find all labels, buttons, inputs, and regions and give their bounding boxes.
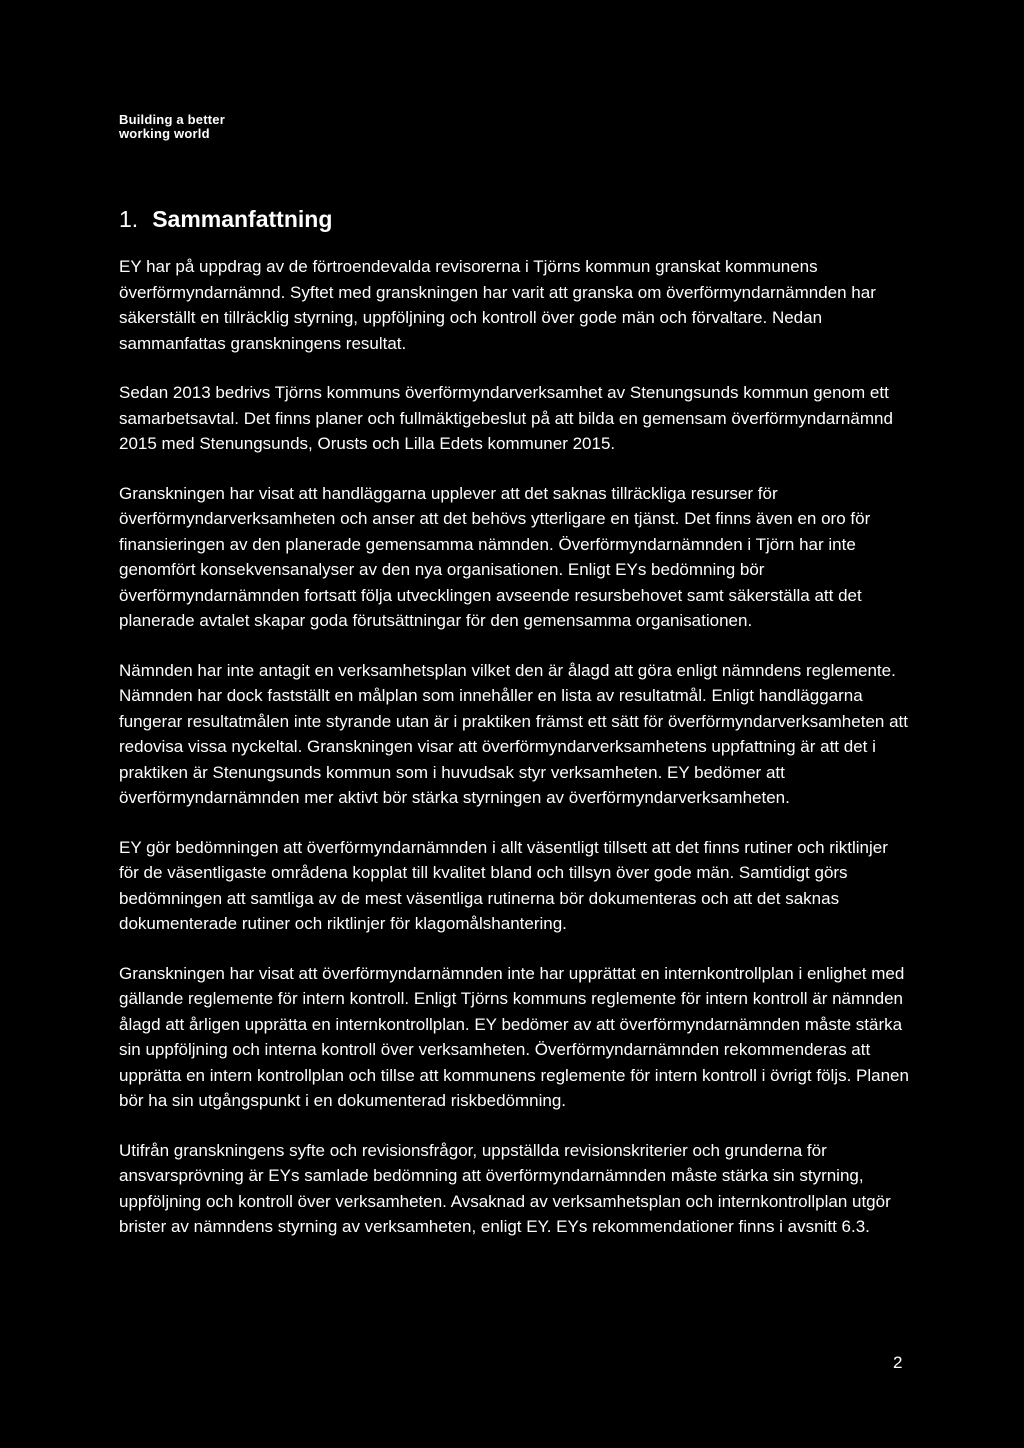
paragraph-3: Granskningen har visat att handläggarna upplever att det saknas tillräckliga resurser för överförmyndarverksamheten och anser att det behövs ytterligare en tjänst. Det finns även en oro för finansieringen av den planerade gemensamma nämnden. Överförmyndarnämnden i Tjörn har inte genomfört konsekvensanalyser av den nya organisationen. Enligt EYs bedömning bör överförmyndarnämnden fortsatt följa utvecklingen avseende resursbehovet samt säkerställa att det planerade avtalet skapar goda förutsättningar för den gemensamma organisationen. — [119, 483, 871, 630]
paragraph-4: Nämnden har inte antagit en verksamhetsplan vilket den är ålagd att göra enligt nämndens reglemente. Nämnden har dock fastställt en målplan som innehåller en lista av resultatmål. Enligt handläggarna fungerar resultatmålen inte styrande utan är i praktiken främst ett sätt för överförmyndarverksamheten att redovisa vissa nyckeltal. Granskningen visar att överförmyndarverksamhetens uppfattning är att det i praktiken är Stenungsunds kommun som i huvudsak styr verksamheten. EY bedömer att överförmyndarnämnden mer aktivt bör stärka styrningen av överförmyndarverksamheten. — [119, 660, 908, 807]
tagline-line-1: Building a better — [119, 112, 225, 127]
ey-tagline — [119, 113, 225, 141]
paragraph-2: Sedan 2013 bedrivs Tjörns kommuns överförmyndarverksamhet av Stenungsunds kommun genom ett samarbetsavtal. Det finns planer och fullmäktigebeslut på att bilda en gemensam överförmyndarnämnd 2015 med Stenungsunds, Orusts och Lilla Edets kommuner 2015. — [119, 383, 893, 453]
paragraph-7: Utifrån granskningens syfte och revisionsfrågor, uppställda revisionskriterier och grunderna för ansvarsprövning är EYs samlade bedömning att överförmyndarnämnden måste stärka sin styrning, uppföljning och kontroll över verksamheten. Avsaknad av verksamhetsplan och internkontrollplan utgör brister av nämndens styrning av verksamheten, enligt EY. EYs rekommendationer finns i avsnitt 6.3. — [119, 1140, 891, 1236]
section-number: 1. — [119, 206, 139, 232]
paragraph-5: EY gör bedömningen att överförmyndarnämnden i allt väsentligt tillsett att det finns rutiner och riktlinjer för de väsentligaste områdena kopplat till kvalitet bland och tillsyn över gode män. Samtidigt görs bedömningen att samtliga av de mest väsentliga rutinerna bör dokumenteras och att det saknas dokumenterade rutiner och riktlinjer för klagomålshantering. — [119, 837, 888, 933]
paragraph-1: EY har på uppdrag av de förtroendevalda revisorerna i Tjörns kommun granskat kommunens överförmyndarnämnd. Syftet med granskningen har varit att granska om överförmyndarnämnden har säkerställt en tillräcklig styrning, uppföljning och kontroll över gode män och förvaltare. Nedan sammanfattas granskningens resultat. — [119, 257, 876, 353]
summary-body — [119, 254, 909, 1264]
tagline-line-2: working world — [119, 126, 210, 141]
paragraph-6: Granskningen har visat att överförmyndarnämnden inte har upprättat en internkontrollplan i enlighet med gällande reglemente för intern kontroll. Enligt Tjörns kommuns reglemente för intern kontroll är nämnden ålagd att årligen upprätta en internkontrollplan. EY bedömer av att överförmyndarnämnden måste stärka sin uppföljning och interna kontroll över verksamheten. Överförmyndarnämnden rekommenderas att upprätta en intern kontrollplan och tillse att kommunens reglemente för intern kontroll i övrigt följs. Planen bör ha sin utgångspunkt i en dokumenterad riskbedömning. — [119, 963, 909, 1110]
page-number: 2 — [893, 1353, 903, 1372]
section-heading — [119, 203, 332, 235]
section-title: Sammanfattning — [152, 206, 333, 232]
